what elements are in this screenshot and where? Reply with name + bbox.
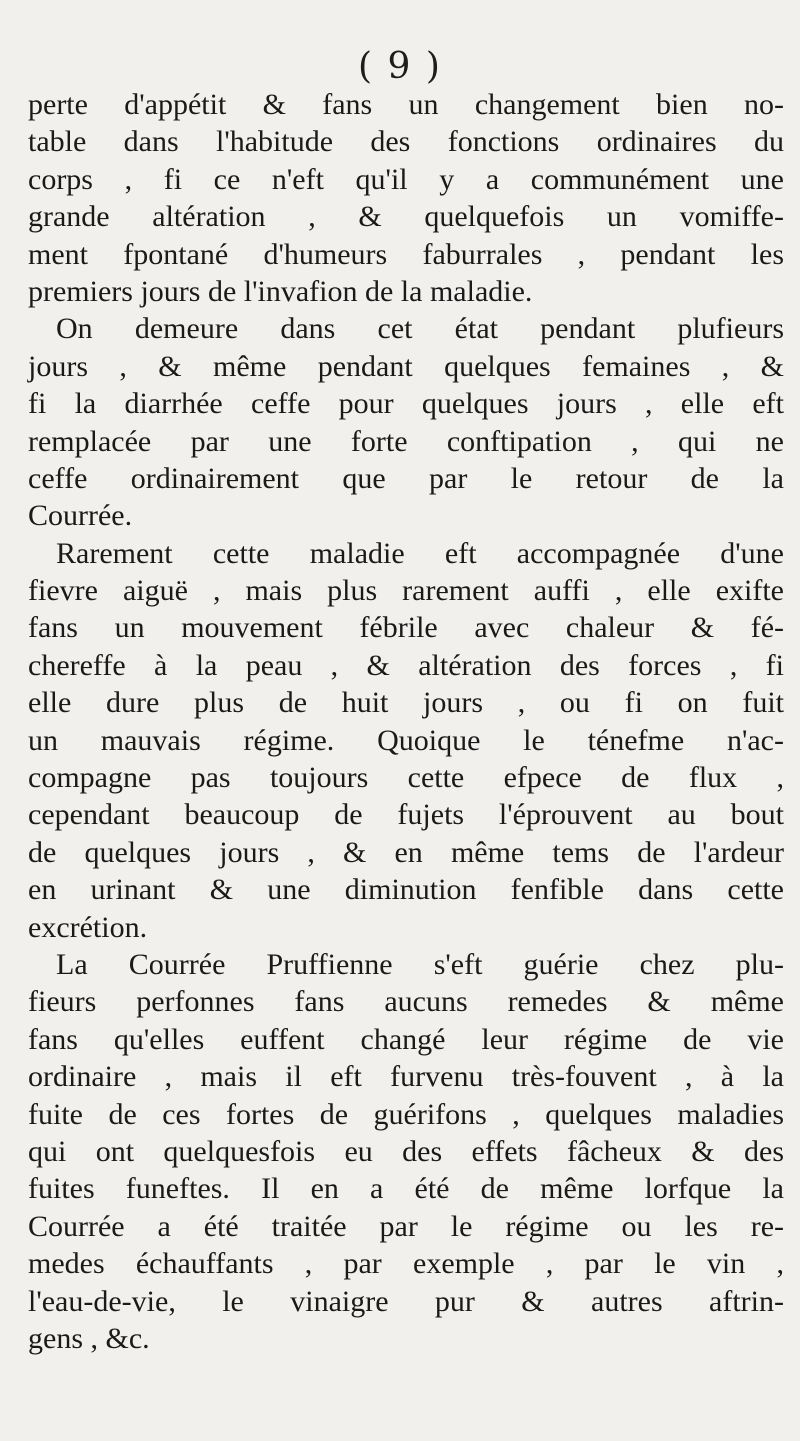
page-number: ( 9 ): [358, 46, 442, 87]
text-line: fievre aiguë , mais plus rarement auffi , elle exifte: [28, 574, 784, 608]
text-line: fans un mouvement fébrile avec chaleur & fé-: [28, 611, 784, 645]
text-line: compagne pas toujours cette efpece de flux ,: [28, 761, 784, 795]
text-line: chereffe à la peau , & altération des forces , fi: [28, 648, 784, 682]
text-line: grande altération , & quelquefois un vomiffe-: [28, 200, 784, 234]
text-line: qui ont quelquesfois eu des effets fâcheux & des: [28, 1134, 784, 1168]
text-line: perte d'appétit & fans un changement bien no-: [28, 88, 784, 121]
text-line: un mauvais régime. Quoique le ténefme n'ac-: [28, 723, 784, 757]
text-line: medes échauffants , par exemple , par le vin ,: [28, 1247, 784, 1281]
paragraph-start-line: La Courrée Pruffienne s'eft guérie chez plu-: [56, 947, 784, 981]
text-line: de quelques jours , & en même tems de l'ardeur: [28, 835, 784, 869]
text-line: ment fpontané d'humeurs faburrales , pendant les: [28, 237, 784, 271]
text-line: cependant beaucoup de fujets l'éprouvent au bout: [28, 798, 784, 832]
text-line: Courrée.: [28, 499, 133, 533]
text-line: fieurs perfonnes fans aucuns remedes & même: [28, 985, 784, 1019]
text-line: fuite de ces fortes de guérifons , quelques maladies: [28, 1097, 784, 1131]
text-line: table dans l'habitude des fonctions ordinaires du: [28, 125, 784, 159]
text-line: ordinaire , mais il eft furvenu très-fouvent , à la: [28, 1060, 784, 1094]
text-line: remplacée par une forte conftipation , qui ne: [28, 424, 784, 458]
text-line: premiers jours de l'invafion de la maladie.: [28, 274, 533, 308]
text-line: fuites funeftes. Il en a été de même lorfque la: [28, 1172, 784, 1206]
text-line: fans qu'elles euffent changé leur régime de vie: [28, 1022, 784, 1056]
paragraph-start-line: On demeure dans cet état pendant plufieurs: [56, 312, 784, 346]
text-line: l'eau-de-vie, le vinaigre pur & autres aftrin-: [28, 1284, 784, 1318]
text-line: Courrée a été traitée par le régime ou les re-: [28, 1209, 784, 1243]
text-line: fi la diarrhée ceffe pour quelques jours , elle eft: [28, 387, 784, 421]
body-text: [28, 86, 784, 1357]
text-line: en urinant & une diminution fenfible dans cette: [28, 873, 784, 907]
paragraph-start-line: Rarement cette maladie eft accompagnée d'une: [56, 536, 784, 570]
text-line: ceffe ordinairement que par le retour de la: [28, 461, 784, 495]
text-line: elle dure plus de huit jours , ou fi on fuit: [28, 686, 784, 720]
text-line: jours , & même pendant quelques femaines , &: [28, 349, 784, 383]
text-line: gens , &c.: [28, 1321, 150, 1355]
text-line: corps , fi ce n'eft qu'il y a communément une: [28, 162, 784, 196]
text-line: excrétion.: [28, 910, 148, 944]
